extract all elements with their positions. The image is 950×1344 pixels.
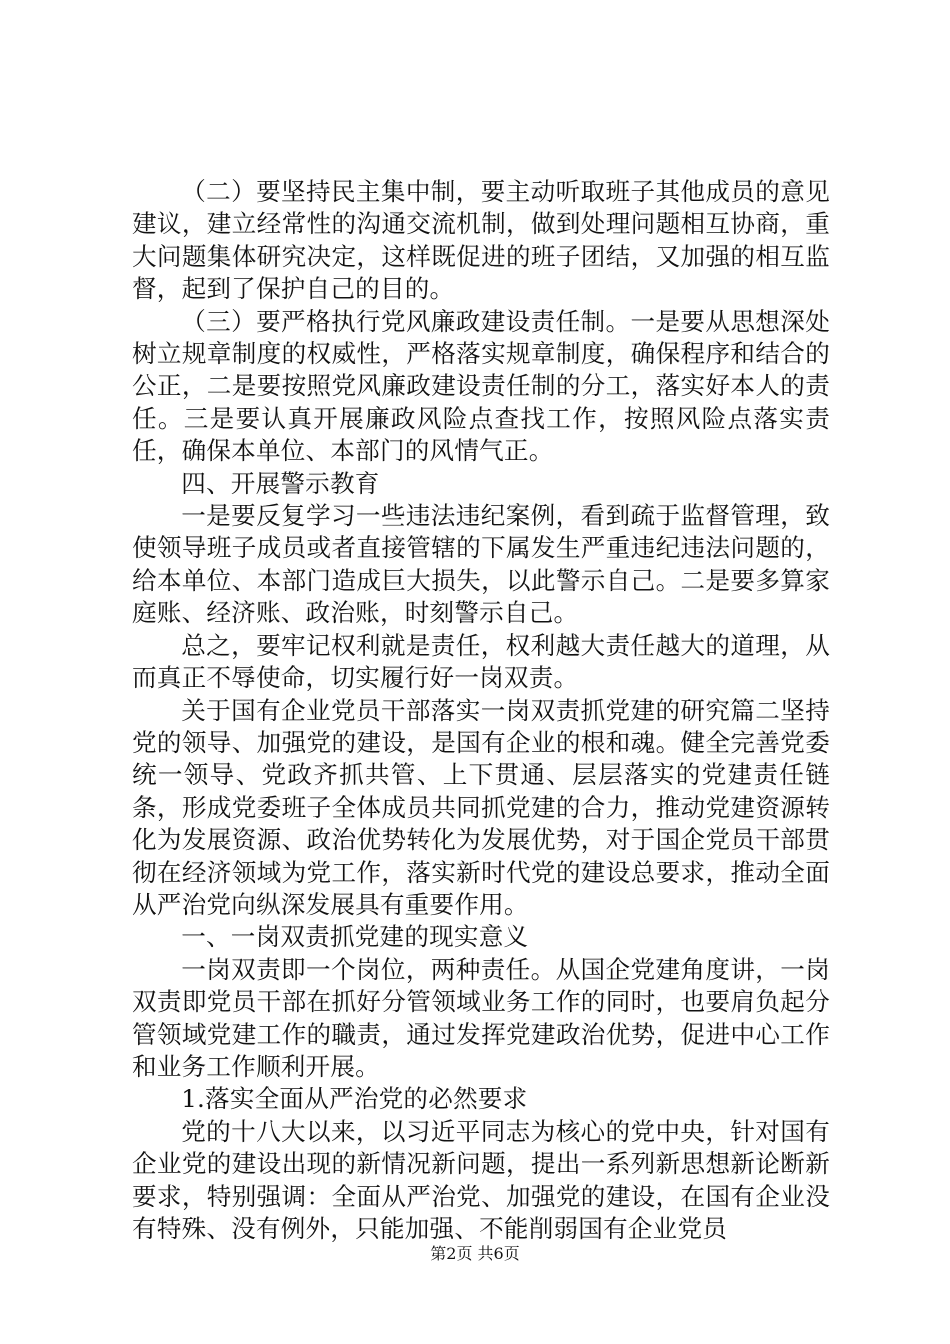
page-number: 第2页 共6页 [430,1244,520,1263]
page-footer [0,1244,950,1264]
subsection-heading: 1.落实全面从严治党的必然要求 [181,1084,528,1114]
paragraph: 一是要反复学习一些违法违纪案例，看到疏于监督管理，致使领导班子成员或者直接管辖的下属发生严重违纪违法问题的，给本单位、本部门造成巨大损失，以此警示自己。二是要多算家庭账、经济账、政治账，时刻警示自己。 [132,501,830,628]
document-body [132,176,830,1245]
section-heading: 一、一岗双责抓党建的现实意义 [181,922,529,952]
paragraph: 党的十八大以来，以习近平同志为核心的党中央，针对国有企业党的建设出现的新情况新问题，提出一系列新思想新论断新要求，特别强调：全面从严治党、加强党的建设，在国有企业没有特殊、没有例外，只能加强、不能削弱国有企业党员 [132,1116,830,1243]
section-heading: 四、开展警示教育 [181,468,380,498]
paragraph: 总之，要牢记权利就是责任，权利越大责任越大的道理，从而真正不辱使命，切实履行好一岗双责。 [132,630,830,693]
paragraph: 关于国有企业党员干部落实一岗双责抓党建的研究篇二坚持党的领导、加强党的建设，是国有企业的根和魂。健全完善党委统一领导、党政齐抓共管、上下贯通、层层落实的党建责任链条，形成党委班子全体成员共同抓党建的合力，推动党建资源转化为发展资源、政治优势转化为发展优势，对于国企党员干部贯彻在经济领域为党工作，落实新时代党的建设总要求，推动全面从严治党向纵深发展具有重要作用。 [132,695,830,919]
paragraph: （二）要坚持民主集中制，要主动听取班子其他成员的意见建议，建立经常性的沟通交流机制，做到处理问题相互协商，重大问题集体研究决定，这样既促进的班子团结，又加强的相互监督，起到了保护自己的目的。 [132,177,830,304]
paragraph: 一岗双责即一个岗位，两种责任。从国企党建角度讲，一岗双责即党员干部在抓好分管领域业务工作的同时，也要肩负起分管领域党建工作的職责，通过发挥党建政治优势，促进中心工作和业务工作顺利开展。 [132,954,830,1081]
paragraph: （三）要严格执行党风廉政建设责任制。一是要从思想深处树立规章制度的权威性，严格落实规章制度，确保程序和结合的公正，二是要按照党风廉政建设责任制的分工，落实好本人的责任。三是要认真开展廉政风险点查找工作，按照风险点落实责任，确保本单位、本部门的风情气正。 [132,306,830,466]
